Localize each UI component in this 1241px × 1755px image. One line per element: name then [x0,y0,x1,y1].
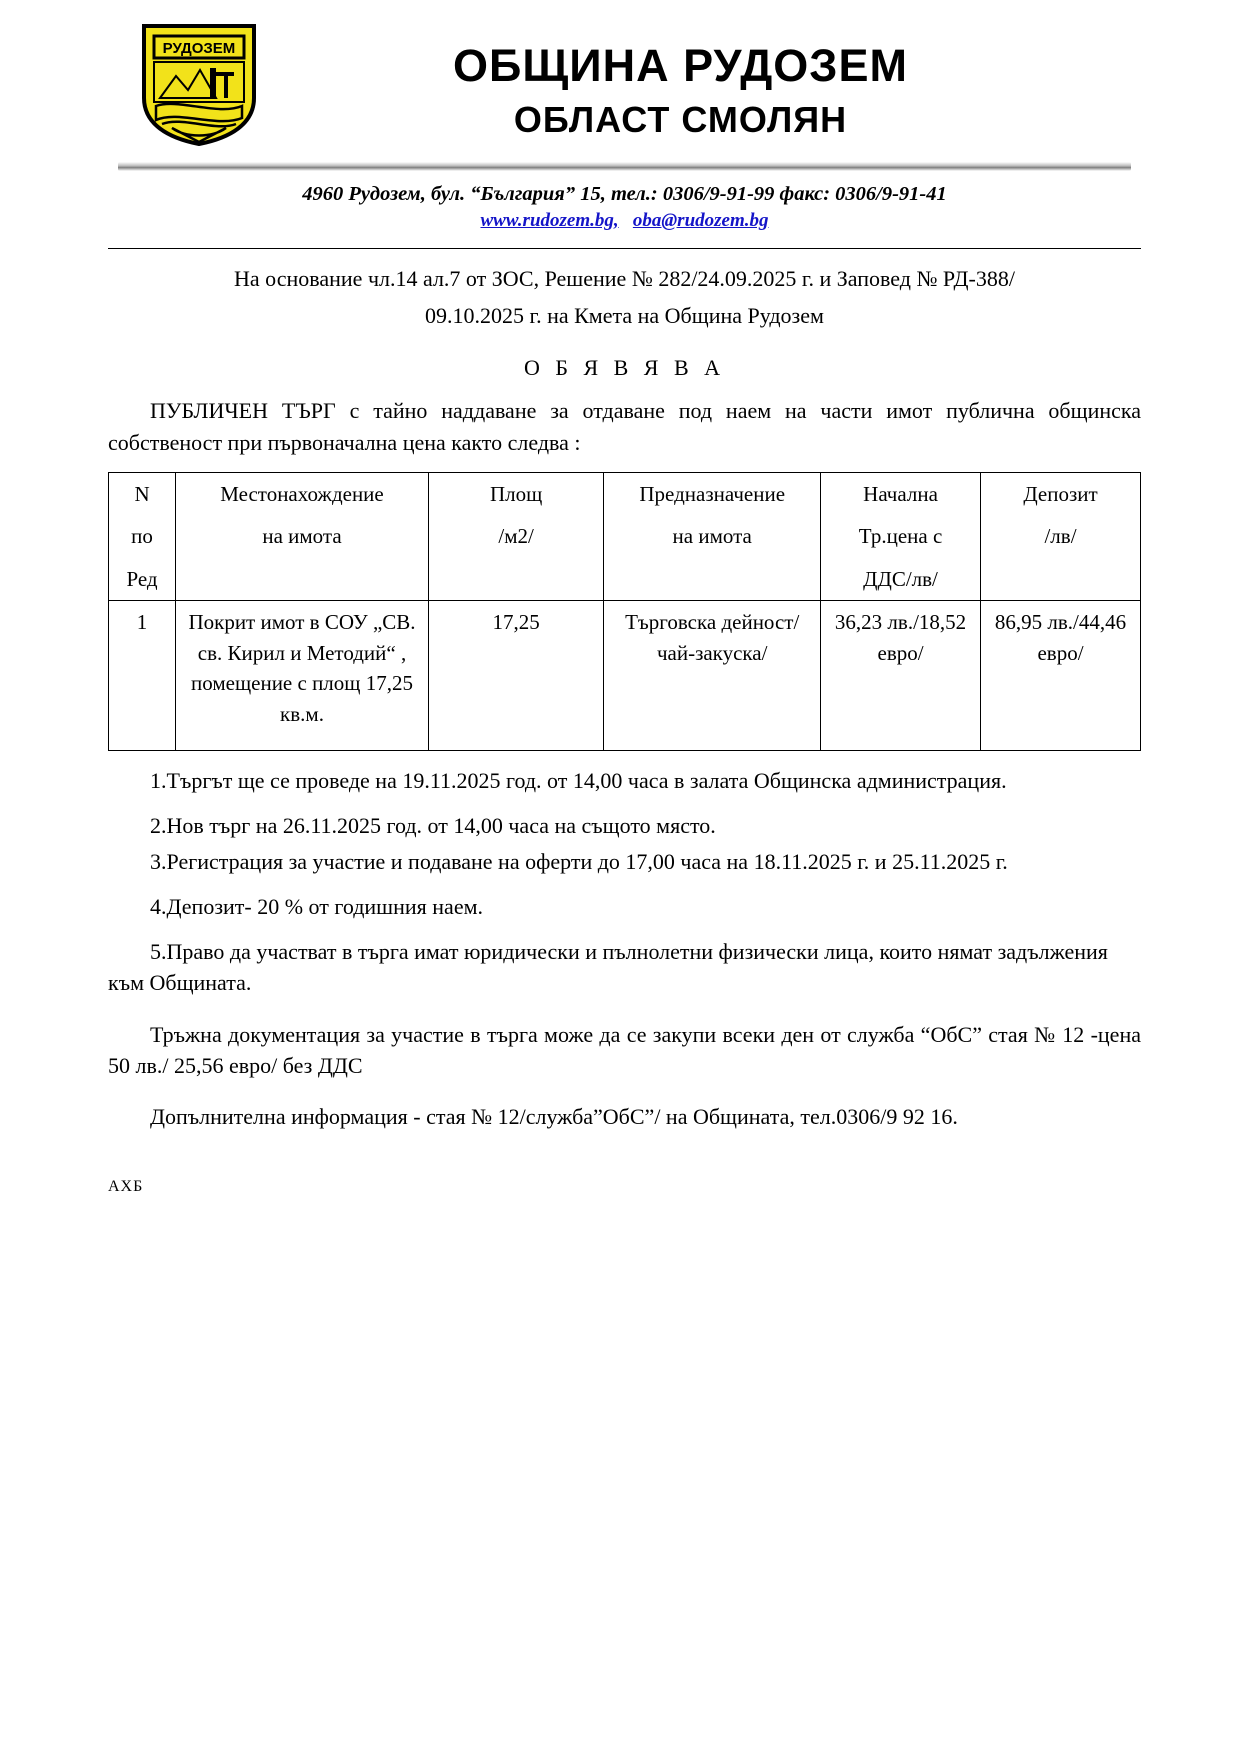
header-line-2: Тр.цена с [858,524,943,549]
municipality-crest-icon [138,20,260,148]
section-divider [108,248,1141,249]
header-line-2: /лв/ [1044,524,1077,549]
header-line-2: /м2/ [498,524,534,549]
email-link[interactable]: oba@rudozem.bg [632,210,769,231]
table-row [109,601,1141,751]
table-header-cell-price [821,472,981,600]
footer-code: АХБ [108,1178,144,1196]
list-item: 5.Право да участват в търга имат юридически и пълнолетни физически лица, които нямат задължения към Общината. [108,939,1108,996]
legal-basis-line-1: На основание чл.14 ал.7 от ЗОС, Решение № 282/24.09.2025 г. и Заповед № РД-388/ [234,266,1015,291]
table-header-row [109,472,1141,600]
announce-heading: О Б Я В Я В А [523,355,726,381]
table-header-cell-n [109,472,176,600]
header-divider [108,162,1141,171]
cell-purpose: Търговска дейност/чай-закуска/ [604,601,821,751]
contact-address-line: 4960 Рудозем, бул. “България” 15, тел.: 0306/9-91-99 факс: 0306/9-91-41 [302,183,947,205]
header-line-2: на имота [672,524,752,549]
cell-price: 36,23 лв./18,52 евро/ [821,601,981,751]
table-header-cell-deposit [981,472,1141,600]
table-header-cell-purpose [604,472,821,600]
cell-deposit: 86,95 лв./44,46 евро/ [981,601,1141,751]
header-line-2: по [131,524,153,549]
header-line-1: Площ [489,481,543,506]
svg-text:РУДОЗЕМ: РУДОЗЕМ [162,40,236,57]
header-line-3: Ред [126,566,158,591]
header-titles [260,18,1141,141]
cell-area: 17,25 [428,601,603,751]
header-line-1: Местонахождение [220,481,384,506]
header-line-2: на имота [262,524,342,549]
lead-paragraph: ПУБЛИЧЕН ТЪРГ с тайно наддаване за отдаване под наем на части имот публична общинска собственост при първоначална цена както следва : [108,398,1141,455]
header-line-1: Депозит [1023,481,1098,506]
table-header-cell-location [176,472,429,600]
list-item: 3.Регистрация за участие и подаване на оферти до 17,00 часа на 18.11.2025 г. и 25.11.2025 г. [150,848,1008,874]
list-item: 4.Депозит- 20 % от годишния наем. [150,893,484,919]
documentation-paragraph: Тръжна документация за участие в търга може да се закупи всеки ден от служба “ОбС” стая № 12 -цена 50 лв./ 25,56 евро/ без ДДС [108,1021,1141,1078]
document-header [108,18,1141,148]
table-header-cell-area [428,472,603,600]
list-item: 1.Търгът ще се проведе на 19.11.2025 год. от 14,00 часа в залата Общинска администрация. [150,768,1007,794]
header-line-1: Начална [863,481,938,506]
gradient-rule [118,162,1131,171]
header-line-1: N [134,481,150,506]
list-item: 2.Нов търг на 26.11.2025 год. от 14,00 часа на същото място. [150,813,716,839]
cell-location: Покрит имот в СОУ „СВ. св. Кирил и Методий“ , помещение с площ 17,25 кв.м. [176,601,429,751]
header-line-3: ДДС/лв/ [863,566,938,591]
cell-number: 1 [109,601,176,751]
legal-basis-line-2: 09.10.2025 г. на Кмета на Община Рудозем [425,303,824,329]
website-link[interactable]: www.rudozem.bg, [480,210,619,231]
legal-basis-block [108,263,1141,331]
contact-links [108,210,1141,232]
contact-block [108,183,1141,232]
organization-title: ОБЩИНА РУДОЗЕМ [453,40,908,91]
region-title: ОБЛАСТ СМОЛЯН [513,98,848,140]
header-line-1: Предназначение [639,481,786,506]
additional-info-paragraph: Допълнителна информация - стая № 12/служба”ОбС”/ на Общината, тел.0306/9 92 16. [150,1104,958,1130]
bids-table [108,472,1141,751]
